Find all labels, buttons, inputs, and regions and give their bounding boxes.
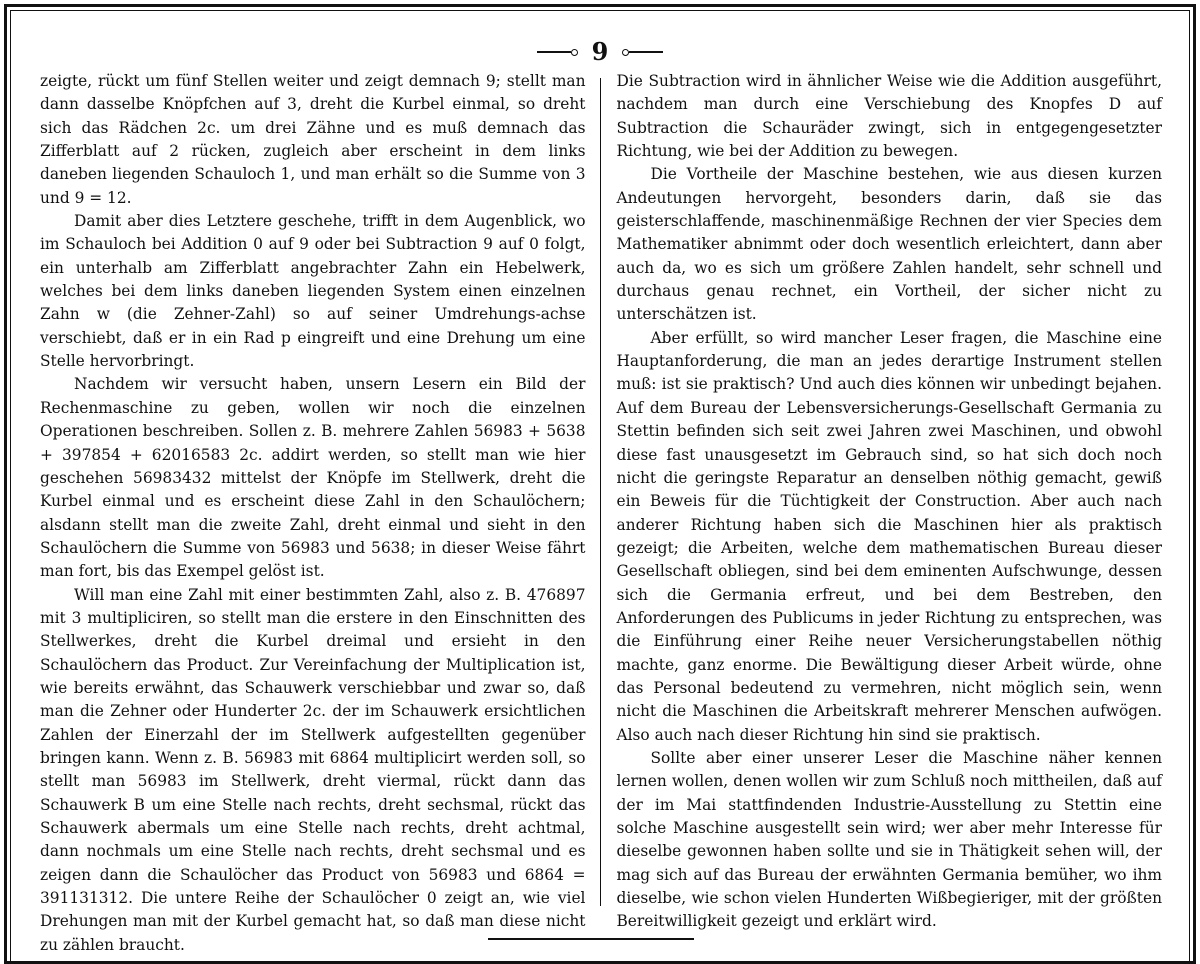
paragraph: Damit aber dies Letztere geschehe, trifft in dem Augenblick, wo im Schauloch bei Addition 0 auf 9 oder bei Subtraction 9 auf 0 folgt, ein unterhalb am Zifferblatt angebrachter Zahn ein Hebelwerk, welches bei dem links daneben liegenden System einen einzelnen Zahn w (die Zehner-Zahl) so auf seiner Umdrehungs-achse verschiebt, daß er in ein Rad p eingreift und eine Drehung um eine Stelle hervorbringt.	[40, 212, 586, 371]
paragraph: Die Subtraction wird in ähnlicher Weise wie die Addition ausgeführt, nachdem man durch eine Verschiebung des Knopfes D auf Subtraction die Schauräder zwingt, sich in entgegengesetzter Richtung, wie bei der Addition zu bewegen.	[616, 72, 1162, 161]
paragraph: Sollte aber einer unserer Leser die Maschine näher kennen lernen wollen, denen wollen wir zum Schluß noch mittheilen, daß auf der im Mai stattfindenden Industrie-Ausstellung zu Stettin eine solche Maschine ausgestellt sein wird; wer aber mehr Interesse für dieselbe gewonnen haben sollte und sie in Thätigkeit sehen will, der mag sich auf das Bureau der erwähnten Germania bemüher, wo ihm dieselbe, wie schon vielen Hunderten Wißbegieriger, mit der größten Bereitwilligkeit gezeigt und erklärt wird.	[616, 748, 1162, 931]
left-column	[18, 70, 600, 954]
paragraph: Aber erfüllt, so wird mancher Leser fragen, die Maschine eine Hauptanforderung, die man an jedes derartige Instrument stellen muß: ist sie praktisch? Und auch dies können wir unbedingt bejahen. Auf dem Bureau der Lebensversicherungs-Gesellschaft Germania zu Stettin befinden sich seit zwei Jahren zwei Maschinen, und obwohl diese fast unausgesetzt im Gebrauch sind, so hat sich doch noch nicht die geringste Reparatur an denselben nöthig gemacht, gewiß ein Beweis für die Tüchtigkeit der Construction. Aber auch nach anderer Richtung haben sich die Maschinen hier als praktisch gezeigt; die Arbeiten, welche dem mathematischen Bureau dieser Gesellschaft obliegen, sind bei dem eminenten Aufschwunge, dessen sich die Germania erfreut, und bei dem Bestreben, den Anforderungen des Publicums in jeder Richtung zu entsprechen, was die Einführung einer Reihe neuer Versicherungstabellen nöthig machte, ganz enorme. Die Bewältigung dieser Arbeit würde, ohne das Personal bedeutend zu vermehren, nicht möglich sein, wenn nicht die Maschinen die Arbeitskraft mehrerer Menschen aufwögen. Also auch nach dieser Richtung hin sind sie praktisch.	[616, 328, 1162, 744]
header-ornament-left	[537, 49, 578, 56]
header-ornament-right	[622, 49, 663, 56]
text-columns	[18, 70, 1182, 954]
paragraph: Die Vortheile der Maschine bestehen, wie aus diesen kurzen Andeutungen hervorgeht, besonders darin, daß sie das geisterschlaffende, maschinenmäßige Rechnen der vier Species dem Mathematiker abnimmt oder doch wesentlich erleichtert, dann aber auch da, wo es sich um größere Zahlen handelt, sehr schnell und durchaus genau rechnet, ein Vortheil, der sicher nicht zu unterschätzen ist.	[616, 165, 1162, 324]
page-number: 9	[591, 37, 609, 66]
right-column	[601, 70, 1183, 931]
paragraph: Nachdem wir versucht haben, unsern Lesern ein Bild der Rechenmaschine zu geben, wollen wir noch die einzelnen Operationen beschreiben. Sollen z. B. mehrere Zahlen 56983 + 5638 + 397854 + 62016583 2c. addirt werden, so stellt man wie hier geschehen 56983432 mittelst der Knöpfe im Stellwerk, dreht die Kurbel einmal und es erscheint diese Zahl in den Schaulöchern; alsdann stellt man die zweite Zahl, dreht einmal und sieht in den Schaulöchern die Summe von 56983 und 5638; in dieser Weise fährt man fort, bis das Exempel gelöst ist.	[40, 375, 586, 581]
paragraph: Will man eine Zahl mit einer bestimmten Zahl, also z. B. 476897 mit 3 multipliciren, so stellt man die erstere in den Einschnitten des Stellwerkes, dreht die Kurbel dreimal und ersieht in den Schaulöchern das Product. Zur Vereinfachung der Multiplication ist, wie bereits erwähnt, das Schauwerk verschiebbar und zwar so, daß man die Zehner oder Hunderter 2c. der im Schauwerk ersichtlichen Zahlen der Einerzahl der im Stellwerk aufgestellten gegenüber bringen kann. Wenn z. B. 56983 mit 6864 multiplicirt werden soll, so stellt man 56983 im Stellwerk, dreht viermal, rückt dann das Schauwerk B um eine Stelle nach rechts, dreht sechsmal, rückt das Schauwerk abermals um eine Stelle nach rechts, dreht achtmal, dann nochmals um eine Stelle nach rechts, dreht sechsmal und es zeigen dann die Schaulöcher das Product von 56983 und 6864 = 391131312. Die untere Reihe der Schaulöcher 0 zeigt an, wie viel Drehungen man mit der Kurbel gemacht hat, so daß man diese nicht zu zählen braucht.	[40, 585, 586, 954]
page-header	[0, 37, 1200, 66]
footer-rule	[488, 938, 694, 940]
paragraph: zeigte, rückt um fünf Stellen weiter und zeigt demnach 9; stellt man dann dasselbe Knöpfchen auf 3, dreht die Kurbel einmal, so dreht sich das Rädchen 2c. um drei Zähne und es muß demnach das Zifferblatt auf 2 rücken, zugleich aber erscheint in dem links daneben liegenden Schauloch 1, und man erhält so die Summe von 3 und 9 = 12.	[40, 72, 586, 207]
